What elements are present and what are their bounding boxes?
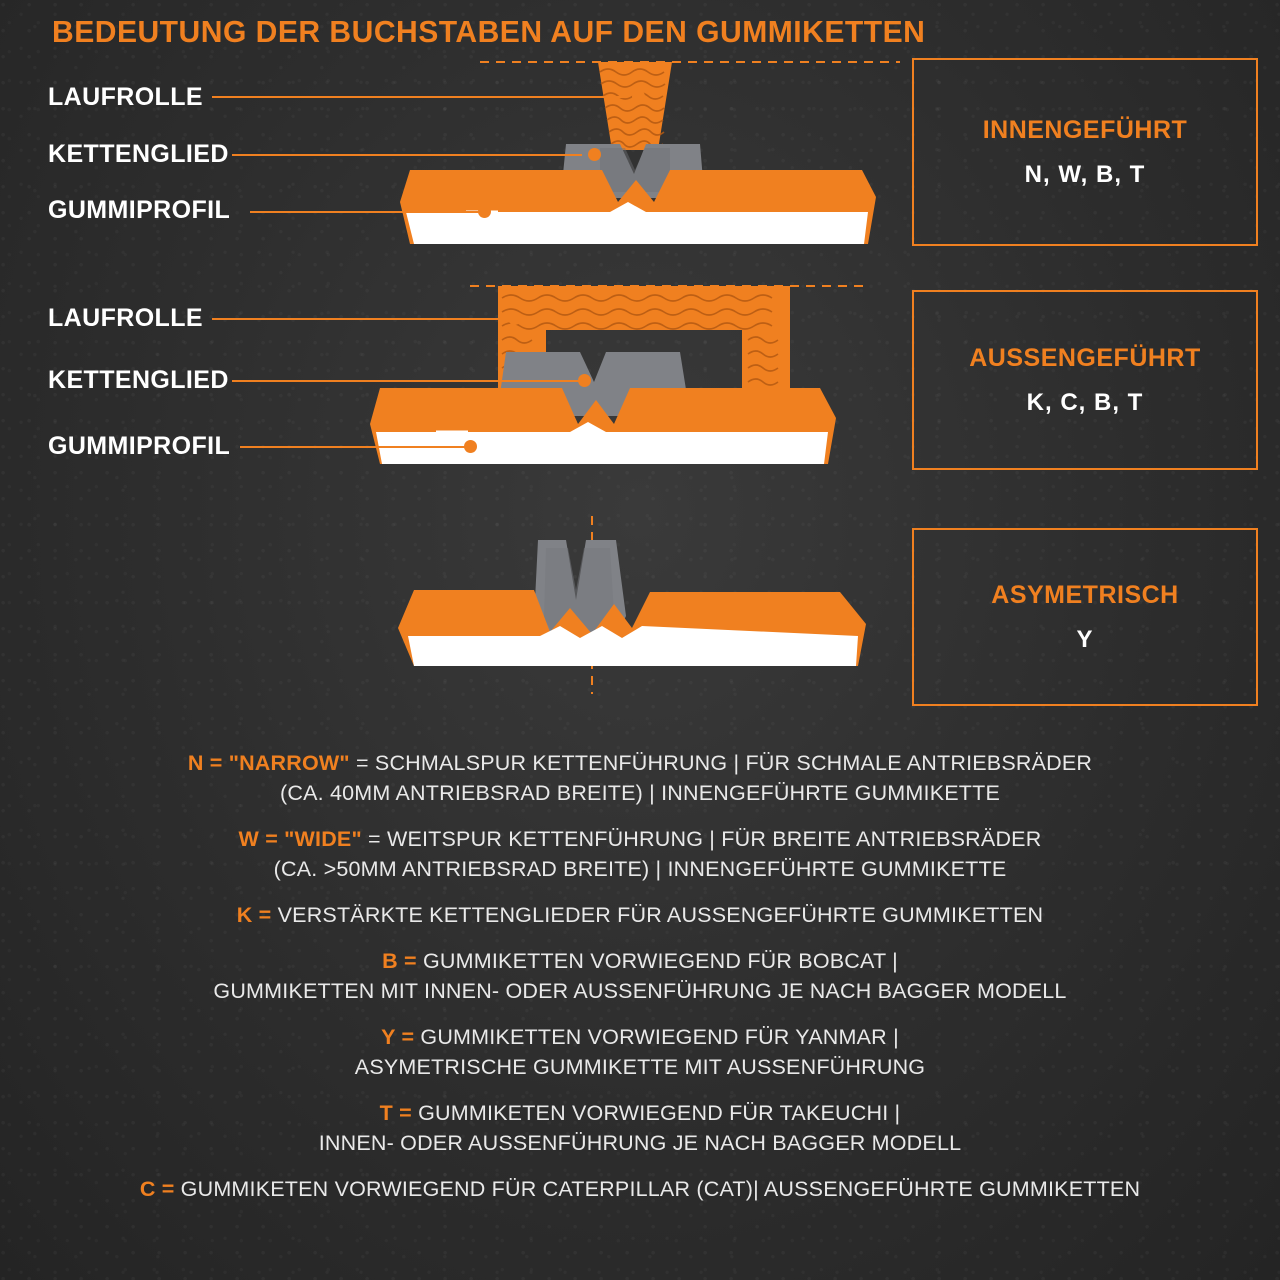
legend-text-c-1: GUMMIKETEN VORWIEGEND FÜR CATERPILLAR (CAT)| AUSSENGEFÜHRTE GUMMIKETTEN [180,1177,1141,1201]
legend-item-k [0,900,1280,930]
legend-text-y-2: ASYMETRISCHE GUMMIKETTE MIT AUSSENFÜHRUNG [354,1055,926,1079]
callout-gummiprofil-2: GUMMIPROFIL [48,432,231,460]
leader-line-gummiprofil-2 [240,446,468,448]
legend-item-n [0,748,1280,808]
box-letters-aussengefuehrt: K, C, B, T [1026,388,1144,416]
legend-key-n: N = "NARROW" [187,751,350,775]
legend-text-t-1: GUMMIKETEN VORWIEGEND FÜR TAKEUCHI | [418,1101,901,1125]
track-diagram-outer [350,278,990,528]
box-title-innengefuehrt: INNENGEFÜHRT [982,115,1188,144]
legend-key-y: Y = [381,1025,421,1049]
legend-text-k-1: VERSTÄRKTE KETTENGLIEDER FÜR AUSSENGEFÜHRTE GUMMIKETTEN [277,903,1044,927]
legend-list [0,748,1280,1220]
leader-line-laufrolle-1 [212,96,626,98]
page-title: BEDEUTUNG DER BUCHSTABEN AUF DEN GUMMIKETTEN [52,14,926,49]
legend-key-t: T = [379,1101,419,1125]
legend-item-c [0,1174,1280,1204]
leader-line-kettenglied-1 [232,154,582,156]
legend-key-b: B = [382,949,423,973]
legend-text-n-1: = SCHMALSPUR KETTENFÜHRUNG | FÜR SCHMALE ANTRIEBSRÄDER [349,751,1093,775]
leader-dot-kettenglied-2 [578,374,591,387]
box-asymetrisch [912,528,1258,706]
legend-text-y-1: GUMMIKETTEN VORWIEGEND FÜR YANMAR | [420,1025,899,1049]
legend-key-w: W = "WIDE" [238,827,362,851]
callout-kettenglied-2: KETTENGLIED [48,366,229,394]
legend-item-y [0,1022,1280,1082]
leader-dot-laufrolle-2 [508,312,521,325]
leader-line-laufrolle-2 [212,318,512,320]
callout-gummiprofil-1: GUMMIPROFIL [48,196,231,224]
track-diagram-asymmetric [370,508,930,708]
leader-dot-gummiprofil-2 [464,440,477,453]
callout-laufrolle-1: LAUFROLLE [48,83,203,111]
leader-line-kettenglied-2 [232,380,582,382]
legend-text-w-1: = WEITSPUR KETTENFÜHRUNG | FÜR BREITE ANTRIEBSRÄDER [361,827,1042,851]
legend-text-w-2: (CA. >50MM ANTRIEBSRAD BREITE) | INNENGEFÜHRTE GUMMIKETTE [273,857,1007,881]
legend-text-n-2: (CA. 40MM ANTRIEBSRAD BREITE) | INNENGEFÜHRTE GUMMIKETTE [280,781,1000,805]
legend-key-c: C = [139,1177,181,1201]
legend-text-t-2: INNEN- ODER AUSSENFÜHRUNG JE NACH BAGGER MODELL [318,1131,962,1155]
legend-text-b-1: GUMMIKETTEN VORWIEGEND FÜR BOBCAT | [422,949,898,973]
legend-key-k: K = [236,903,278,927]
callout-laufrolle-2: LAUFROLLE [48,304,203,332]
legend-item-t [0,1098,1280,1158]
legend-item-w [0,824,1280,884]
leader-dot-gummiprofil-1 [478,205,491,218]
box-title-aussengefuehrt: AUSSENGEFÜHRT [969,343,1201,372]
leader-line-gummiprofil-1 [250,211,482,213]
box-letters-asymetrisch: Y [1076,625,1094,653]
box-title-asymetrisch: ASYMETRISCH [991,580,1179,609]
leader-dot-laufrolle-1 [632,90,645,103]
leader-dot-kettenglied-1 [588,148,601,161]
box-aussengefuehrt [912,290,1258,470]
box-letters-innengefuehrt: N, W, B, T [1024,160,1146,188]
legend-item-b [0,946,1280,1006]
box-innengefuehrt [912,58,1258,246]
callout-kettenglied-1: KETTENGLIED [48,140,229,168]
legend-text-b-2: GUMMIKETTEN MIT INNEN- ODER AUSSENFÜHRUNG JE NACH BAGGER MODELL [213,979,1067,1003]
